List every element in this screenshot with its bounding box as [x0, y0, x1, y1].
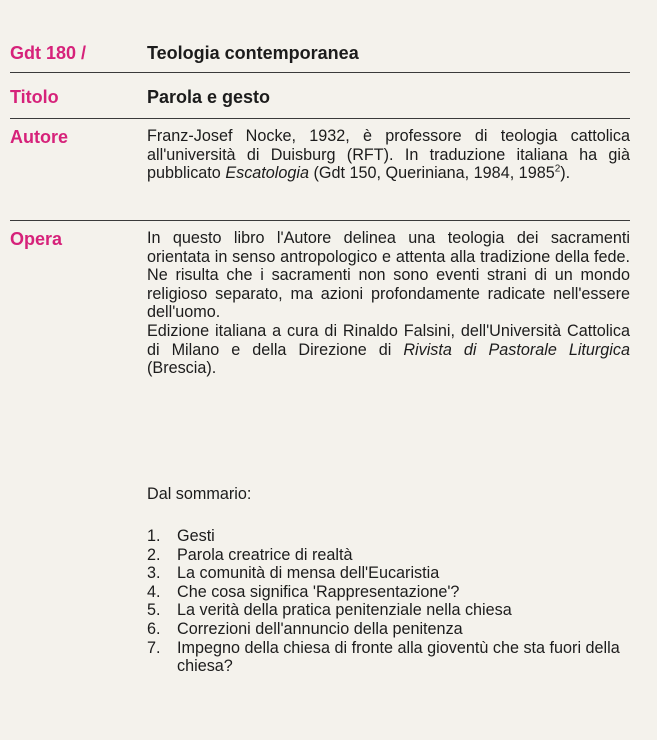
summary-item-text: La verità della pratica penitenziale nella chiesa [177, 601, 512, 620]
summary-item [147, 564, 630, 583]
title-label: Titolo [10, 87, 59, 107]
author-bio [147, 127, 630, 183]
divider [10, 72, 630, 73]
series-label: Gdt 180 / [10, 43, 87, 63]
author-text: Franz-Josef Nocke, 1932, è professore di teologia cattolica all'università di Duisburg (RFT). In traduzione italiana ha già pubblicato [147, 127, 630, 183]
author-text: (Gdt 150, Queriniana, 1984, 1985 [309, 164, 555, 183]
prior-book-title: Escatologia [225, 164, 310, 183]
summary-item-text: Parola creatrice di realtà [177, 545, 353, 564]
edition-superscript: 2 [554, 163, 561, 175]
journal-title: Rivista di Pastorale Liturgica [403, 340, 630, 359]
summary-item-text: Che cosa significa 'Rappresentazione'? [177, 582, 460, 601]
summary-item-number: 2. [147, 545, 161, 564]
summary-item-number: 5. [147, 601, 161, 620]
author-text: ). [560, 164, 571, 183]
summary-list [147, 527, 630, 676]
summary-item-text: Correzioni dell'annuncio della penitenza [177, 619, 463, 638]
summary-item [147, 639, 630, 676]
summary-item [147, 546, 630, 565]
summary-item-text: La comunità di mensa dell'Eucaristia [177, 564, 440, 583]
summary-item-number: 3. [147, 564, 161, 583]
summary-item [147, 583, 630, 602]
series-value: Teologia contemporanea [147, 43, 359, 63]
summary-item [147, 527, 630, 546]
work-label: Opera [10, 229, 63, 249]
summary-item-number: 4. [147, 582, 161, 601]
summary-item [147, 601, 630, 620]
summary-heading: Dal sommario: [147, 485, 252, 503]
edition-note: Edizione italiana a cura di Rinaldo Falsini, dell'Università Cattolica di Milano e della Direzione di Rivista di Pastorale Liturgica (Brescia). [147, 321, 630, 378]
summary-item [147, 620, 630, 639]
book-title: Parola e gesto [147, 87, 271, 107]
summary-item-text: Impegno della chiesa di fronte alla gioventù che sta fuori della chiesa? [177, 638, 620, 676]
work-description [147, 229, 630, 378]
summary-item-number: 7. [147, 638, 161, 657]
divider [10, 118, 630, 119]
author-label: Autore [10, 127, 68, 147]
divider [10, 220, 630, 221]
summary-item-number: 1. [147, 527, 161, 545]
work-paragraph: In questo libro l'Autore delinea una teologia dei sacramenti orientata in senso antropologico e attenta alla tradizione della fede. Ne risulta che i sacramenti non sono eventi strani di un mondo religioso separato, ma azioni profondamente radicate nell'essere dell'uomo. [147, 229, 630, 322]
summary-item-number: 6. [147, 619, 161, 638]
summary-item-text: Gesti [177, 527, 215, 545]
